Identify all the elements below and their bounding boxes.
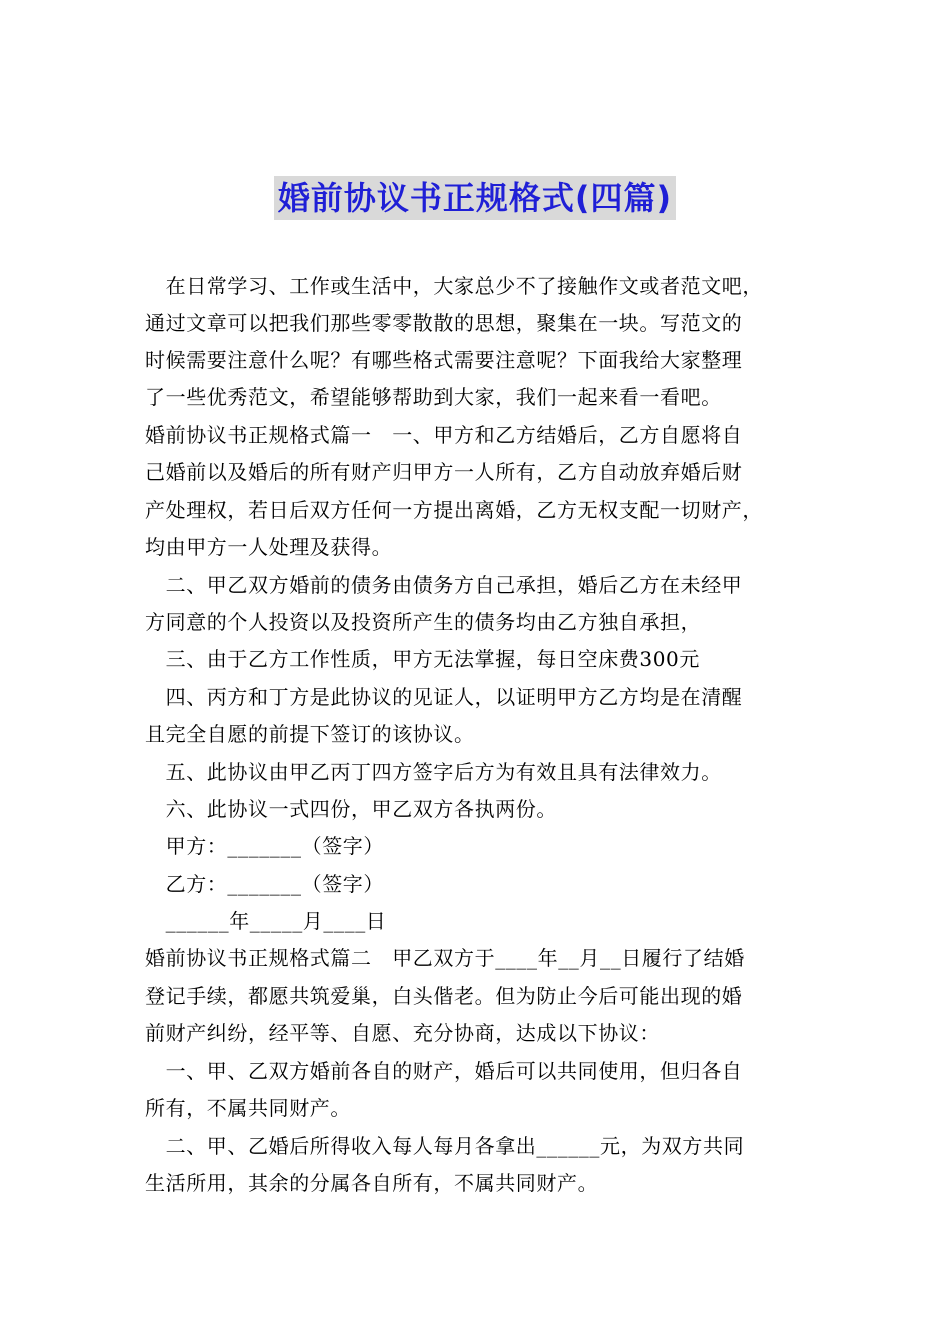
body-line: ______年_____月____日: [145, 909, 387, 933]
body-line: 四、丙方和丁方是此协议的见证人，以证明甲方乙方均是在清醒: [145, 685, 743, 709]
body-line: 且完全自愿的前提下签订的该协议。: [145, 722, 475, 746]
document-title: 婚前协议书正规格式(四篇): [274, 176, 676, 220]
body-line: 生活所用，其余的分属各自所有，不属共同财产。: [145, 1171, 599, 1195]
body-line: 己婚前以及婚后的所有财产归甲方一人所有，乙方自动放弃婚后财: [145, 460, 743, 484]
body-line: 五、此协议由甲乙丙丁四方签字后方为有效且具有法律效力。: [145, 760, 722, 784]
body-line: 一、甲、乙双方婚前各自的财产，婚后可以共同使用，但归各自: [145, 1059, 743, 1083]
body-line: 乙方：_______（签字）: [145, 872, 384, 896]
body-line: 通过文章可以把我们那些零零散散的思想，聚集在一块。写范文的: [145, 311, 743, 335]
body-line: 均由甲方一人处理及获得。: [145, 535, 393, 559]
body-line: 了一些优秀范文，希望能够帮助到大家，我们一起来看一看吧。: [145, 385, 722, 409]
body-line: 产处理权，若日后双方任何一方提出离婚，乙方无权支配一切财产，: [145, 498, 763, 522]
body-line: 时候需要注意什么呢？有哪些格式需要注意呢？下面我给大家整理: [145, 348, 743, 372]
body-line: 所有，不属共同财产。: [145, 1096, 351, 1120]
body-line: 二、甲乙双方婚前的债务由债务方自己承担，婚后乙方在未经甲: [145, 573, 743, 597]
body-line: 六、此协议一式四份，甲乙双方各执两份。: [145, 797, 557, 821]
body-line: 二、甲、乙婚后所得收入每人每月各拿出______元，为双方共同: [145, 1134, 745, 1158]
body-line: 在日常学习、工作或生活中，大家总少不了接触作文或者范文吧，: [145, 274, 763, 298]
body-line: 登记手续，都愿共筑爱巢，白头偕老。但为防止今后可能出现的婚: [145, 984, 743, 1008]
body-line: 婚前协议书正规格式篇二 甲乙双方于____年__月__日履行了结婚: [145, 946, 745, 970]
body-line: 三、由于乙方工作性质，甲方无法掌握，每日空床费300元: [145, 647, 700, 671]
body-line: 前财产纠纷，经平等、自愿、充分协商，达成以下协议：: [145, 1021, 660, 1045]
title-block: [0, 176, 950, 220]
body-line: 甲方：_______（签字）: [145, 834, 384, 858]
body-line: 婚前协议书正规格式篇一 一、甲方和乙方结婚后，乙方自愿将自: [145, 423, 743, 447]
body-line: 方同意的个人投资以及投资所产生的债务均由乙方独自承担，: [145, 610, 702, 634]
